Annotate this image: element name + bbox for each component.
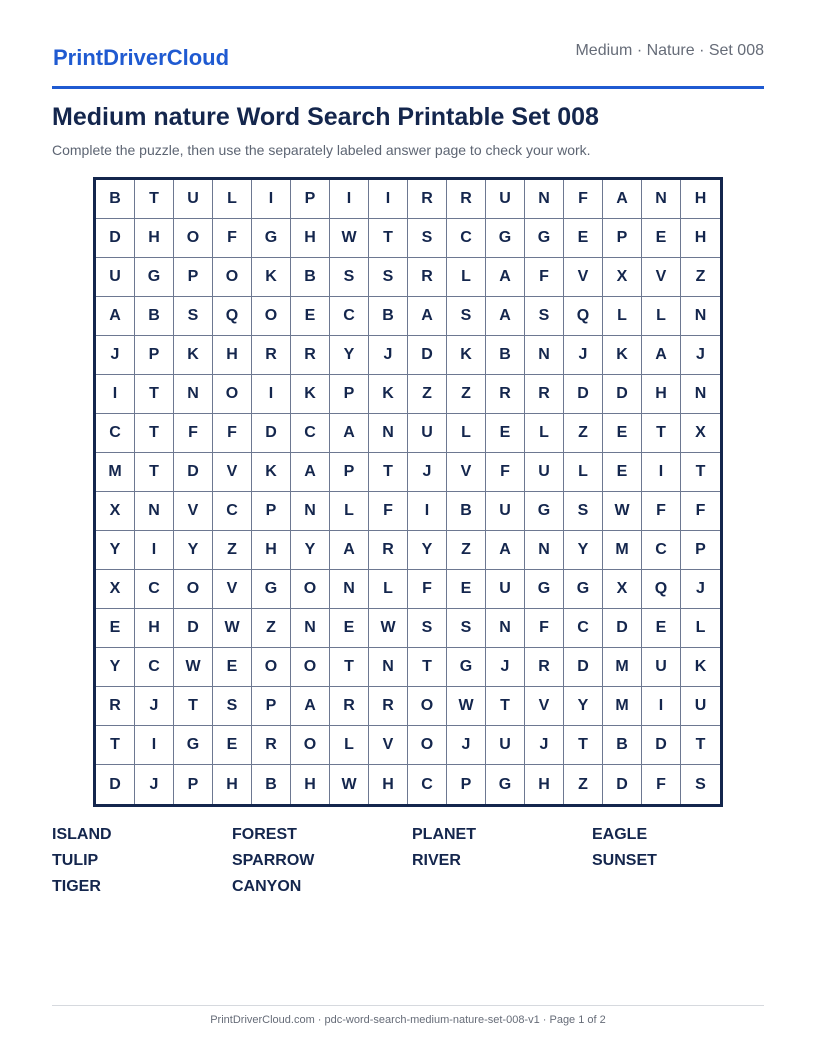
grid-cell: H: [291, 219, 330, 258]
grid-cell: S: [408, 609, 447, 648]
grid-cell: J: [681, 336, 720, 375]
grid-cell: H: [642, 375, 681, 414]
grid-cell: K: [174, 336, 213, 375]
grid-cell: I: [135, 531, 174, 570]
grid-cell: K: [291, 375, 330, 414]
grid-cell: W: [369, 609, 408, 648]
grid-cell: O: [291, 726, 330, 765]
grid-cell: G: [174, 726, 213, 765]
grid-cell: H: [291, 765, 330, 804]
grid-cell: F: [525, 609, 564, 648]
grid-cell: G: [447, 648, 486, 687]
grid-cell: I: [135, 726, 174, 765]
grid-cell: D: [603, 765, 642, 804]
grid-cell: W: [330, 219, 369, 258]
grid-cell: H: [252, 531, 291, 570]
grid-cell: N: [369, 648, 408, 687]
grid-cell: A: [96, 297, 135, 336]
grid-cell: N: [135, 492, 174, 531]
grid-cell: Y: [408, 531, 447, 570]
grid-cell: L: [564, 453, 603, 492]
grid-cell: T: [486, 687, 525, 726]
grid-cell: B: [603, 726, 642, 765]
grid-cell: A: [486, 531, 525, 570]
grid-cell: D: [96, 765, 135, 804]
page-title: Medium nature Word Search Printable Set 008: [52, 103, 599, 131]
grid-cell: C: [330, 297, 369, 336]
grid-cell: Q: [213, 297, 252, 336]
grid-cell: K: [252, 258, 291, 297]
grid-cell: W: [213, 609, 252, 648]
grid-cell: L: [330, 492, 369, 531]
grid-cell: D: [408, 336, 447, 375]
grid-cell: J: [564, 336, 603, 375]
grid-cell: R: [525, 648, 564, 687]
grid-cell: H: [369, 765, 408, 804]
grid-cell: R: [369, 531, 408, 570]
grid-cell: V: [213, 570, 252, 609]
grid-cell: K: [681, 648, 720, 687]
grid-cell: V: [213, 453, 252, 492]
grid-cell: T: [564, 726, 603, 765]
grid-cell: A: [291, 453, 330, 492]
grid-cell: G: [486, 219, 525, 258]
grid-cell: F: [174, 414, 213, 453]
grid-cell: U: [642, 648, 681, 687]
grid-cell: T: [135, 180, 174, 219]
grid-cell: A: [330, 531, 369, 570]
grid-cell: N: [369, 414, 408, 453]
grid-cell: A: [486, 258, 525, 297]
grid-cell: A: [642, 336, 681, 375]
grid-cell: L: [642, 297, 681, 336]
grid-cell: C: [213, 492, 252, 531]
grid-cell: K: [447, 336, 486, 375]
grid-cell: J: [525, 726, 564, 765]
grid-cell: G: [525, 219, 564, 258]
word-list-item: EAGLE: [592, 826, 648, 843]
grid-cell: K: [369, 375, 408, 414]
page-footer: PrintDriverCloud.com · pdc-word-search-medium-nature-set-008-v1 · Page 1 of 2: [210, 1014, 606, 1026]
grid-cell: U: [408, 414, 447, 453]
grid-cell: E: [642, 609, 681, 648]
grid-cell: G: [135, 258, 174, 297]
grid-cell: R: [369, 687, 408, 726]
word-list-item: SPARROW: [232, 852, 315, 869]
grid-cell: B: [135, 297, 174, 336]
word-list-item: SUNSET: [592, 852, 657, 869]
grid-cell: Z: [447, 375, 486, 414]
page-subtitle: Complete the puzzle, then use the separately labeled answer page to check your work.: [52, 142, 591, 158]
grid-cell: K: [252, 453, 291, 492]
grid-cell: P: [252, 492, 291, 531]
grid-cell: O: [174, 570, 213, 609]
grid-cell: J: [408, 453, 447, 492]
grid-cell: I: [96, 375, 135, 414]
grid-cell: T: [369, 219, 408, 258]
grid-cell: N: [525, 336, 564, 375]
grid-cell: S: [213, 687, 252, 726]
grid-cell: S: [447, 297, 486, 336]
grid-cell: X: [603, 258, 642, 297]
grid-cell: M: [96, 453, 135, 492]
grid-cell: P: [330, 375, 369, 414]
grid-cell: D: [603, 375, 642, 414]
grid-cell: Q: [564, 297, 603, 336]
grid-cell: F: [408, 570, 447, 609]
grid-cell: O: [408, 687, 447, 726]
word-list-item: TULIP: [52, 852, 99, 869]
grid-cell: W: [603, 492, 642, 531]
grid-cell: I: [642, 687, 681, 726]
grid-cell: H: [525, 765, 564, 804]
grid-cell: N: [681, 375, 720, 414]
grid-cell: E: [447, 570, 486, 609]
grid-cell: M: [603, 648, 642, 687]
grid-cell: V: [447, 453, 486, 492]
grid-cell: P: [603, 219, 642, 258]
grid-cell: F: [213, 414, 252, 453]
grid-cell: E: [96, 609, 135, 648]
grid-cell: D: [174, 609, 213, 648]
grid-cell: I: [252, 375, 291, 414]
grid-cell: Y: [564, 531, 603, 570]
grid-cell: Z: [252, 609, 291, 648]
grid-cell: C: [135, 648, 174, 687]
grid-cell: W: [174, 648, 213, 687]
grid-cell: F: [642, 765, 681, 804]
grid-cell: A: [408, 297, 447, 336]
grid-cell: R: [408, 258, 447, 297]
grid-cell: H: [213, 336, 252, 375]
grid-cell: O: [213, 375, 252, 414]
grid-cell: H: [135, 609, 174, 648]
grid-cell: H: [213, 765, 252, 804]
grid-cell: W: [330, 765, 369, 804]
grid-cell: O: [291, 570, 330, 609]
grid-cell: P: [135, 336, 174, 375]
grid-cell: U: [525, 453, 564, 492]
grid-cell: J: [135, 765, 174, 804]
grid-cell: L: [330, 726, 369, 765]
grid-cell: F: [213, 219, 252, 258]
grid-cell: R: [447, 180, 486, 219]
grid-cell: L: [447, 258, 486, 297]
grid-cell: Y: [96, 531, 135, 570]
grid-cell: O: [213, 258, 252, 297]
grid-cell: N: [525, 531, 564, 570]
grid-cell: R: [525, 375, 564, 414]
grid-cell: T: [642, 414, 681, 453]
grid-cell: N: [525, 180, 564, 219]
grid-cell: R: [291, 336, 330, 375]
grid-cell: T: [369, 453, 408, 492]
grid-cell: L: [213, 180, 252, 219]
grid-cell: V: [564, 258, 603, 297]
grid-cell: P: [174, 765, 213, 804]
grid-cell: S: [695, 775, 706, 793]
breadcrumb: Medium · Nature · Set 008: [575, 42, 764, 59]
grid-cell: I: [252, 180, 291, 219]
word-list: [52, 826, 772, 896]
grid-cell: C: [135, 570, 174, 609]
grid-cell: V: [525, 687, 564, 726]
grid-cell: L: [447, 414, 486, 453]
grid-cell: D: [564, 375, 603, 414]
grid-cell: H: [681, 180, 720, 219]
grid-cell: S: [174, 297, 213, 336]
grid-cell: F: [564, 180, 603, 219]
grid-cell: C: [447, 219, 486, 258]
grid-cell: G: [252, 219, 291, 258]
grid-cell: P: [681, 531, 720, 570]
grid-cell: B: [369, 297, 408, 336]
grid-cell: L: [681, 609, 720, 648]
grid-cell: N: [642, 180, 681, 219]
grid-cell: H: [135, 219, 174, 258]
grid-cell: T: [135, 414, 174, 453]
grid-cell: L: [369, 570, 408, 609]
grid-cell: G: [525, 492, 564, 531]
grid-cell: B: [486, 336, 525, 375]
grid-cell: I: [408, 492, 447, 531]
grid-cell: P: [447, 765, 486, 804]
grid-cell: T: [681, 453, 720, 492]
grid-cell: C: [564, 609, 603, 648]
grid-cell: I: [642, 453, 681, 492]
grid-cell: X: [681, 414, 720, 453]
word-search-grid: [93, 177, 723, 807]
grid-cell: E: [486, 414, 525, 453]
grid-cell: Z: [564, 765, 603, 804]
grid-cell: A: [330, 414, 369, 453]
grid-cell: O: [252, 297, 291, 336]
grid-cell: W: [447, 687, 486, 726]
grid-cell: M: [603, 687, 642, 726]
page-header: [52, 40, 764, 89]
grid-cell: F: [486, 453, 525, 492]
grid-cell: S: [369, 258, 408, 297]
grid-cell: T: [96, 726, 135, 765]
grid-cell: V: [174, 492, 213, 531]
grid-cell: D: [642, 726, 681, 765]
grid-cell: N: [486, 609, 525, 648]
word-list-item: TIGER: [52, 878, 101, 895]
grid-cell: L: [525, 414, 564, 453]
grid-cell: E: [330, 609, 369, 648]
grid-cell: U: [681, 687, 720, 726]
grid-cell: J: [447, 726, 486, 765]
grid-cell: T: [135, 375, 174, 414]
grid-cell: B: [96, 180, 135, 219]
grid-cell: N: [291, 492, 330, 531]
grid-cell: R: [408, 180, 447, 219]
grid-cell: N: [291, 609, 330, 648]
word-list-item: FOREST: [232, 826, 297, 843]
grid-cell: F: [525, 258, 564, 297]
grid-cell: R: [96, 687, 135, 726]
grid-cell: S: [447, 609, 486, 648]
grid-cell: A: [603, 180, 642, 219]
grid-cell: R: [330, 687, 369, 726]
grid-cell: Y: [330, 336, 369, 375]
grid-cell: A: [486, 297, 525, 336]
grid-cell: F: [642, 492, 681, 531]
grid-cell: Z: [408, 375, 447, 414]
grid-cell: D: [564, 648, 603, 687]
grid-cell: G: [486, 765, 525, 804]
grid-cell: D: [96, 219, 135, 258]
grid-cell: S: [330, 258, 369, 297]
grid-cell: E: [564, 219, 603, 258]
grid-cell: R: [252, 336, 291, 375]
grid-cell: S: [525, 297, 564, 336]
grid-cell: E: [642, 219, 681, 258]
grid-cell: R: [486, 375, 525, 414]
grid-cell: T: [330, 648, 369, 687]
grid-cell: O: [174, 219, 213, 258]
grid-cell: V: [369, 726, 408, 765]
grid-cell: V: [642, 258, 681, 297]
grid-cell: Z: [564, 414, 603, 453]
grid-cell: O: [291, 648, 330, 687]
grid-cell: J: [135, 687, 174, 726]
grid-cell: C: [642, 531, 681, 570]
grid-cell: Y: [564, 687, 603, 726]
grid-cell: J: [369, 336, 408, 375]
grid-cell: Y: [96, 648, 135, 687]
grid-cell: E: [603, 414, 642, 453]
grid-cell: F: [369, 492, 408, 531]
grid-cell: Z: [447, 531, 486, 570]
grid-cell: C: [408, 765, 447, 804]
word-list-item: ISLAND: [52, 826, 112, 843]
grid-cell: X: [603, 570, 642, 609]
grid-cell: Y: [174, 531, 213, 570]
grid-cell: R: [252, 726, 291, 765]
grid-cell: J: [96, 336, 135, 375]
grid-cell: H: [681, 219, 720, 258]
grid-cell: E: [213, 726, 252, 765]
grid-cell: U: [174, 180, 213, 219]
grid-cell: E: [291, 297, 330, 336]
grid-cell: S: [564, 492, 603, 531]
grid-cell: Q: [642, 570, 681, 609]
grid-cell: D: [174, 453, 213, 492]
grid-cell: N: [330, 570, 369, 609]
grid-cell: D: [603, 609, 642, 648]
grid-cell: U: [486, 726, 525, 765]
grid-cell: T: [408, 648, 447, 687]
grid-cell: T: [681, 726, 720, 765]
word-list-item: PLANET: [412, 826, 476, 843]
grid-cell: B: [291, 258, 330, 297]
grid-cell: X: [96, 492, 135, 531]
grid-cell: S: [408, 219, 447, 258]
grid-cell: B: [252, 765, 291, 804]
grid-cell: J: [486, 648, 525, 687]
grid-cell: I: [330, 180, 369, 219]
grid-cell: E: [603, 453, 642, 492]
grid-cell: G: [252, 570, 291, 609]
grid-cell: C: [96, 414, 135, 453]
grid-cell: F: [681, 492, 720, 531]
grid-cell: T: [135, 453, 174, 492]
grid-cell: U: [486, 180, 525, 219]
grid-cell: B: [447, 492, 486, 531]
grid-cell: U: [96, 258, 135, 297]
grid-cell: O: [252, 648, 291, 687]
grid-cell: Y: [291, 531, 330, 570]
grid-cell: G: [564, 570, 603, 609]
grid-cell: C: [291, 414, 330, 453]
grid-cell: X: [96, 570, 135, 609]
grid-cell: M: [603, 531, 642, 570]
grid-cell: K: [603, 336, 642, 375]
grid-cell: P: [174, 258, 213, 297]
grid-cell: Z: [681, 258, 720, 297]
grid-cell: D: [252, 414, 291, 453]
grid-cell: O: [408, 726, 447, 765]
grid-cell: G: [525, 570, 564, 609]
word-list-item: CANYON: [232, 878, 302, 895]
grid-cell: E: [213, 648, 252, 687]
grid-cell: N: [681, 297, 720, 336]
grid-cell: P: [252, 687, 291, 726]
grid-cell: U: [486, 492, 525, 531]
grid-cell: L: [603, 297, 642, 336]
grid-cell: Z: [213, 531, 252, 570]
grid-cell: P: [291, 180, 330, 219]
grid-cell: A: [291, 687, 330, 726]
grid-cell: T: [174, 687, 213, 726]
grid-cell: I: [369, 180, 408, 219]
footer-divider: [52, 1005, 764, 1006]
word-list-item: RIVER: [412, 852, 461, 869]
grid-cell: U: [486, 570, 525, 609]
grid-cell: N: [174, 375, 213, 414]
brand-logo: PrintDriverCloud: [53, 45, 230, 70]
grid-cell: J: [681, 570, 720, 609]
grid-cell: P: [330, 453, 369, 492]
